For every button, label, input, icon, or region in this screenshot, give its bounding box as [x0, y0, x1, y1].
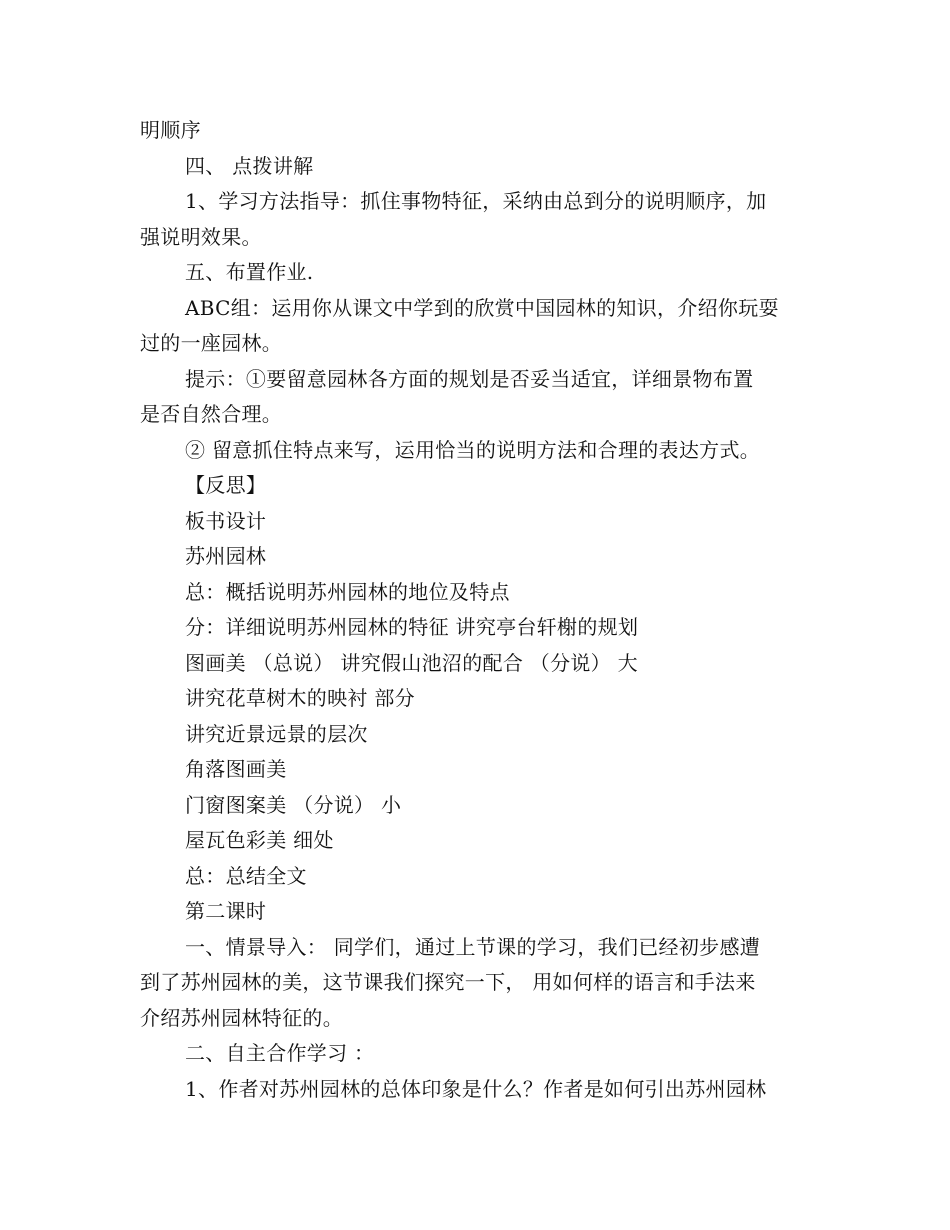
text-line: 1、作者对苏州园林的总体印象是什么？作者是如何引出苏州园林 [185, 1077, 767, 1101]
text-line: ② 留意抓住特点来写，运用恰当的说明方法和合理的表达方式。 [185, 438, 761, 462]
text-line: 屋瓦色彩美 细处 [185, 828, 334, 852]
text-line: 板书设计 [185, 509, 267, 533]
text-line: 总：总结全文 [185, 864, 307, 888]
text-line: 介绍苏州园林特征的。 [140, 1006, 343, 1030]
section-heading: 二、自主合作学习 ： [185, 1041, 375, 1065]
text-line: 提示：①要留意园林各方面的规划是否妥当适宜，详细景物布置 [185, 367, 754, 391]
text-line: 苏州园林 [185, 544, 267, 568]
text-line: 角落图画美 [185, 757, 287, 781]
section-heading: 四、 点拨讲解 [185, 154, 314, 178]
section-heading: 五、布置作业. [185, 260, 314, 284]
text-line: 讲究花草树木的映衬 部分 [185, 686, 415, 710]
section-heading: 【反思】 [185, 473, 267, 497]
section-heading: 第二课时 [185, 899, 267, 923]
text-line: 明顺序 [140, 118, 201, 142]
text-line: 讲究近景远景的层次 [185, 722, 368, 746]
text-line: 分：详细说明苏州园林的特征 讲究亭台轩榭的规划 [185, 615, 639, 639]
text-line: 过的一座园林。 [140, 331, 283, 355]
text-line: ABC组：运用你从课文中学到的欣赏中国园林的知识，介绍你玩耍 [185, 296, 779, 320]
text-line: 1、学习方法指导：抓住事物特征，采纳由总到分的说明顺序，加 [185, 189, 767, 213]
text-line: 强说明效果。 [140, 225, 262, 249]
text-line: 图画美 （总说） 讲究假山池沼的配合 （分说） 大 [185, 651, 638, 675]
text-line: 一、情景导入： 同学们，通过上节课的学习，我们已经初步感遭 [185, 935, 761, 959]
text-line: 到了苏州园林的美，这节课我们探究一下， 用如何样的语言和手法来 [140, 970, 756, 994]
text-line: 总：概括说明苏州园林的地位及特点 [185, 580, 510, 604]
text-line: 门窗图案美 （分说） 小 [185, 793, 402, 817]
text-line: 是否自然合理。 [140, 402, 283, 426]
